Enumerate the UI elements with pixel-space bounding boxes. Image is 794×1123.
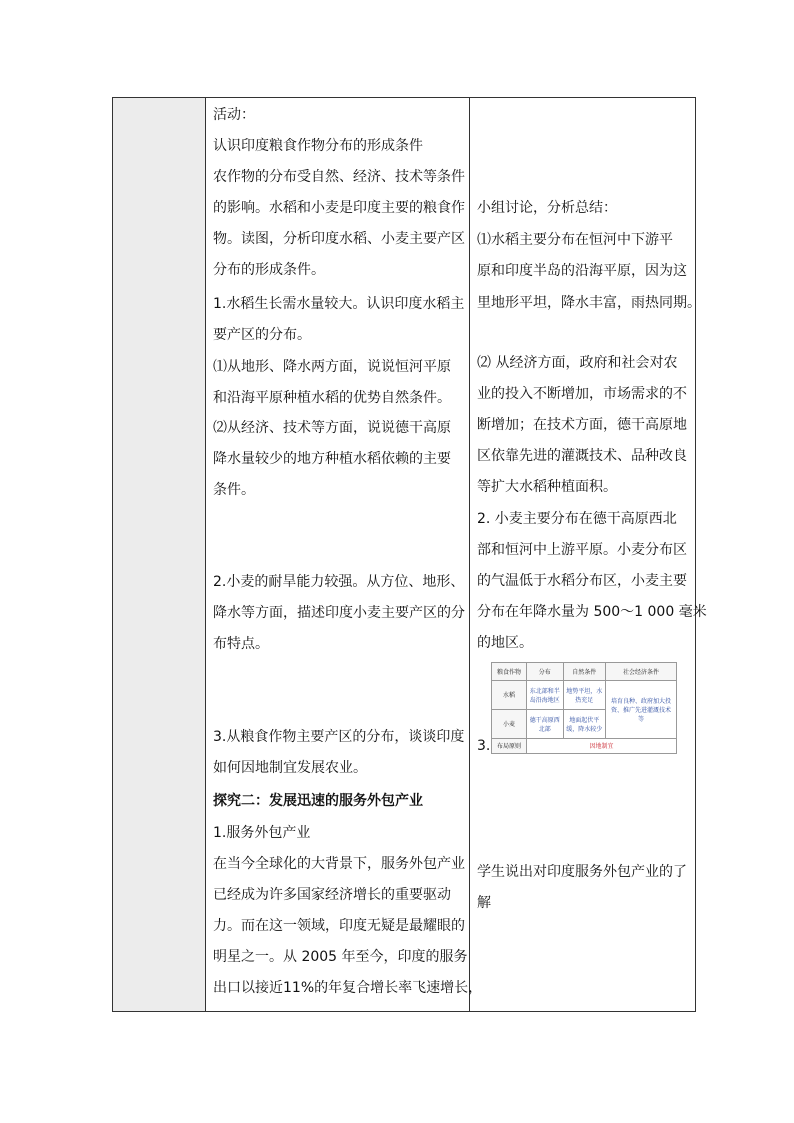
text-line: 物。读图，分析印度水稻、小麦主要产区 [213, 231, 465, 247]
text-line: 的影响。水稻和小麦是印度主要的粮食作 [213, 200, 465, 216]
text-line: 农作物的分布受自然、经济、技术等条件 [213, 169, 465, 185]
crop-summary-table [491, 662, 677, 754]
text-line: 业的投入不断增加，市场需求的不 [477, 386, 687, 402]
text-line: 在当今全球化的大背景下，服务外包产业 [213, 856, 465, 872]
rice-nat: 地势平坦，水热充足 [563, 681, 606, 710]
text-line: 断增加；在技术方面，德干高原地 [477, 417, 687, 433]
rice-dist: 东北部和半岛沿海地区 [527, 681, 564, 710]
lesson-table [112, 97, 707, 1012]
rice-label: 水稻 [492, 681, 527, 710]
header-nat: 自然条件 [563, 663, 606, 681]
text-line: 布特点。 [213, 636, 269, 652]
wheat-label: 小麦 [492, 709, 527, 738]
figure-number: 3. [477, 738, 491, 754]
text-line: 降水量较少的地方种植水稻依赖的主要 [213, 451, 451, 467]
text-line: 条件。 [213, 482, 255, 498]
text-line: 出口以接近11%的年复合增长率飞速增长， [213, 980, 483, 996]
text-line: 要产区的分布。 [213, 327, 311, 343]
text-line: ⑴从地形、降水两方面，说说恒河平原 [213, 359, 451, 375]
text-line: 明星之一。从 2005 年至今，印度的服务 [213, 949, 468, 965]
text-line: ⑵ 从经济方面，政府和社会对农 [477, 355, 678, 371]
text-line: 区依靠先进的灌溉技术、品种改良 [477, 448, 687, 464]
text-line: 已经成为许多国家经济增长的重要驱动 [213, 887, 451, 903]
text-line: 认识印度粮食作物分布的形成条件 [213, 138, 423, 154]
text-line: 小组讨论，分析总结： [477, 200, 617, 216]
text-line: 和沿海平原种植水稻的优势自然条件。 [213, 390, 451, 406]
wheat-dist: 德干高原西北部 [527, 709, 564, 738]
header-crop: 粮食作物 [492, 663, 527, 681]
text-line: 解 [477, 895, 491, 911]
text-line: 1.水稻生长需水量较大。认识印度水稻主 [213, 296, 465, 312]
wheat-nat: 地面起伏平缓，降水较少 [563, 709, 606, 738]
heading-text: 探究二：发展迅速的服务外包产业 [213, 793, 423, 809]
header-socio: 社会经济条件 [606, 663, 677, 681]
socio-conditions: 培育良种、政府加大投资、推广先进灌溉技术等 [606, 681, 677, 739]
text-line: 原和印度半岛的沿海平原，因为这 [477, 263, 687, 279]
text-line: 2. 小麦主要分布在德干高原西北 [477, 511, 677, 527]
text-line: 分布的形成条件。 [213, 262, 325, 278]
text-line: 部和恒河中上游平原。小麦分布区 [477, 542, 687, 558]
header-dist: 分布 [527, 663, 564, 681]
text-line: 1.服务外包产业 [213, 825, 311, 841]
text-line: ⑴水稻主要分布在恒河中下游平 [477, 232, 673, 248]
column-stage [113, 98, 206, 1011]
principle-value: 因地制宜 [527, 738, 677, 753]
text-line: ⑵从经济、技术等方面，说说德干高原 [213, 420, 451, 436]
text-line: 等扩大水稻种植面积。 [477, 479, 617, 495]
text-line: 分布在年降水量为 500～1 000 毫米 [477, 604, 707, 620]
text-line: 里地形平坦，降水丰富，雨热同期。 [477, 295, 701, 311]
text-line: 的地区。 [477, 635, 533, 651]
text-line: 力。而在这一领域，印度无疑是最耀眼的 [213, 918, 465, 934]
text-line: 3.从粮食作物主要产区的分布，谈谈印度 [213, 729, 465, 745]
column-divider [469, 98, 470, 1011]
text-line: 学生说出对印度服务外包产业的了 [477, 864, 687, 880]
text-line: 活动： [213, 107, 255, 123]
text-line: 的气温低于水稻分布区，小麦主要 [477, 573, 687, 589]
principle-label: 布局原则 [492, 738, 527, 753]
text-line: 降水等方面，描述印度小麦主要产区的分 [213, 605, 465, 621]
text-line: 2.小麦的耐旱能力较强。从方位、地形、 [213, 574, 465, 590]
text-line: 如何因地制宜发展农业。 [213, 760, 367, 776]
